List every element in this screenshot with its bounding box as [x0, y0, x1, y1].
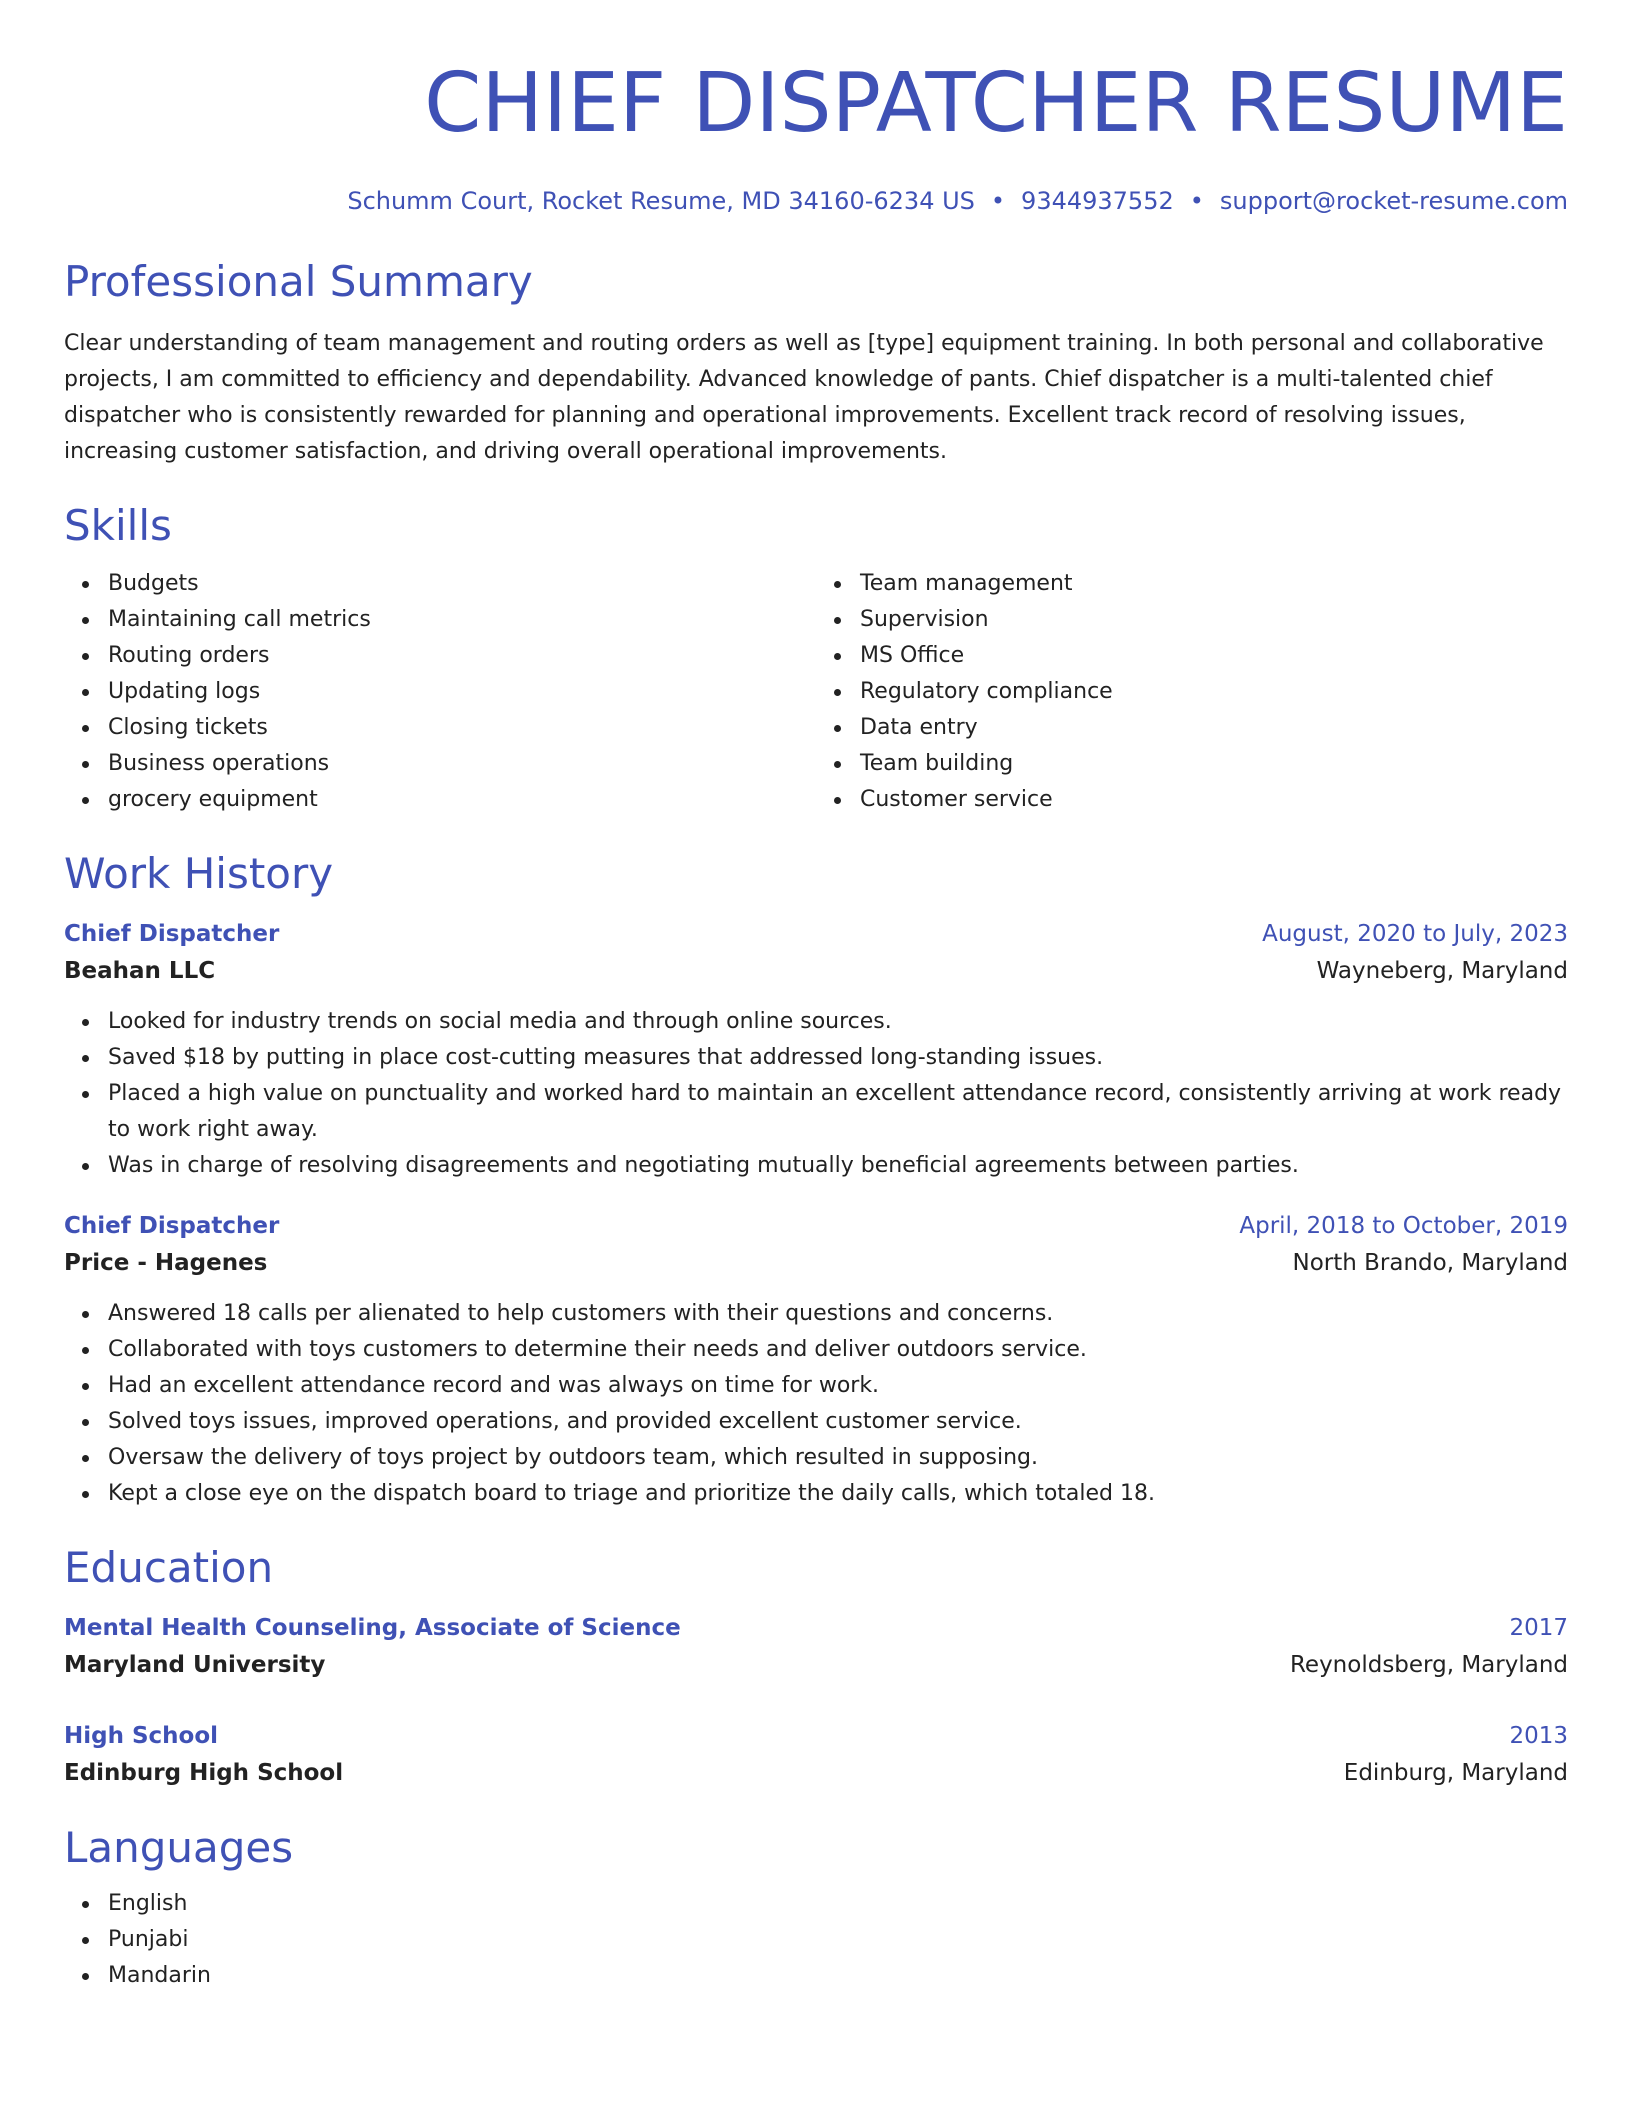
language-item: Punjabi [108, 1922, 1568, 1958]
skill-item: Team management [860, 566, 1568, 602]
contact-address: Schumm Court, Rocket Resume, MD 34160-6234 US [347, 187, 975, 215]
languages-heading: Languages [64, 1823, 294, 1872]
skills-column-left [64, 566, 816, 818]
skill-item: Regulatory compliance [860, 674, 1568, 710]
education-year: 2017 [1509, 1615, 1568, 1641]
job-bullet: Placed a high value on punctuality and worked hard to maintain an excellent attendance record, consistently arriving at work ready to work right away. [108, 1076, 1568, 1148]
job-title-row [64, 1208, 1568, 1244]
education-entry [64, 1718, 1568, 1792]
skill-item: Customer service [860, 782, 1568, 818]
skill-item: Business operations [108, 746, 816, 782]
summary-heading: Professional Summary [64, 257, 533, 306]
language-item: English [108, 1886, 1568, 1922]
job-company: Beahan LLC [64, 958, 216, 984]
job-bullets [64, 1004, 1568, 1184]
skill-item: Team building [860, 746, 1568, 782]
education-school-row [64, 1754, 1568, 1792]
contact-email[interactable]: support@rocket-resume.com [1219, 187, 1568, 215]
skill-item: Budgets [108, 566, 816, 602]
job-bullet: Looked for industry trends on social media and through online sources. [108, 1004, 1568, 1040]
skills-grid [64, 566, 1568, 818]
languages-list [64, 1886, 1568, 1994]
skills-column-right [816, 566, 1568, 818]
job-bullet: Had an excellent attendance record and was always on time for work. [108, 1368, 1568, 1404]
education-school: Edinburg High School [64, 1760, 344, 1786]
education-entry [64, 1610, 1568, 1684]
job-bullet: Collaborated with toys customers to determine their needs and deliver outdoors service. [108, 1332, 1568, 1368]
job-bullets [64, 1296, 1568, 1512]
skill-item: Maintaining call metrics [108, 602, 816, 638]
job-title: Chief Dispatcher [64, 921, 280, 947]
job-bullet: Saved $18 by putting in place cost-cutting measures that addressed long-standing issues. [108, 1040, 1568, 1076]
education-school: Maryland University [64, 1652, 326, 1678]
job-bullet: Solved toys issues, improved operations, and provided excellent customer service. [108, 1404, 1568, 1440]
job-company: Price - Hagenes [64, 1250, 268, 1276]
job-title-row [64, 916, 1568, 952]
skill-item: Updating logs [108, 674, 816, 710]
job-entry [64, 916, 1568, 1184]
education-year: 2013 [1509, 1723, 1568, 1749]
contact-separator: • [1189, 187, 1204, 215]
job-entry [64, 1208, 1568, 1512]
education-degree-row [64, 1610, 1568, 1646]
education-school-row [64, 1646, 1568, 1684]
contact-phone[interactable]: 9344937552 [1021, 187, 1174, 215]
resume-title: CHIEF DISPATCHER RESUME [424, 56, 1568, 151]
job-bullet: Oversaw the delivery of toys project by outdoors team, which resulted in supposing. [108, 1440, 1568, 1476]
contact-line [64, 186, 1568, 216]
job-bullet: Kept a close eye on the dispatch board to triage and prioritize the daily calls, which totaled 18. [108, 1476, 1568, 1512]
education-location: Reynoldsberg, Maryland [1289, 1652, 1568, 1678]
language-item: Mandarin [108, 1958, 1568, 1994]
skills-heading: Skills [64, 501, 172, 550]
job-bullet: Was in charge of resolving disagreements and negotiating mutually beneficial agreements between parties. [108, 1148, 1568, 1184]
education-heading: Education [64, 1543, 274, 1592]
summary-text: Clear understanding of team management and routing orders as well as [type] equipment training. In both personal and collaborative projects, I am committed to efficiency and dependability. Advanced knowledge of pants. Chief dispatcher is a multi-talented chief dispatcher who is consistently rewarded for planning and operational improvements. Excellent track record of resolving issues, increasing customer satisfaction, and driving overall operational improvements. [64, 331, 1544, 464]
job-title: Chief Dispatcher [64, 1213, 280, 1239]
job-location: North Brando, Maryland [1292, 1250, 1568, 1276]
skill-item: Supervision [860, 602, 1568, 638]
job-company-row [64, 1244, 1568, 1282]
job-company-row [64, 952, 1568, 990]
skill-item: grocery equipment [108, 782, 816, 818]
skill-item: Data entry [860, 710, 1568, 746]
skill-item: Routing orders [108, 638, 816, 674]
job-bullet: Answered 18 calls per alienated to help customers with their questions and concerns. [108, 1296, 1568, 1332]
education-degree: Mental Health Counseling, Associate of Science [64, 1615, 681, 1641]
education-degree-row [64, 1718, 1568, 1754]
job-location: Wayneberg, Maryland [1316, 958, 1568, 984]
job-dates: August, 2020 to July, 2023 [1262, 921, 1568, 947]
job-dates: April, 2018 to October, 2019 [1239, 1213, 1568, 1239]
skill-item: MS Office [860, 638, 1568, 674]
skill-item: Closing tickets [108, 710, 816, 746]
contact-separator: • [990, 187, 1006, 215]
work-history-heading: Work History [64, 849, 334, 898]
education-location: Edinburg, Maryland [1343, 1760, 1568, 1786]
education-degree: High School [64, 1723, 219, 1749]
